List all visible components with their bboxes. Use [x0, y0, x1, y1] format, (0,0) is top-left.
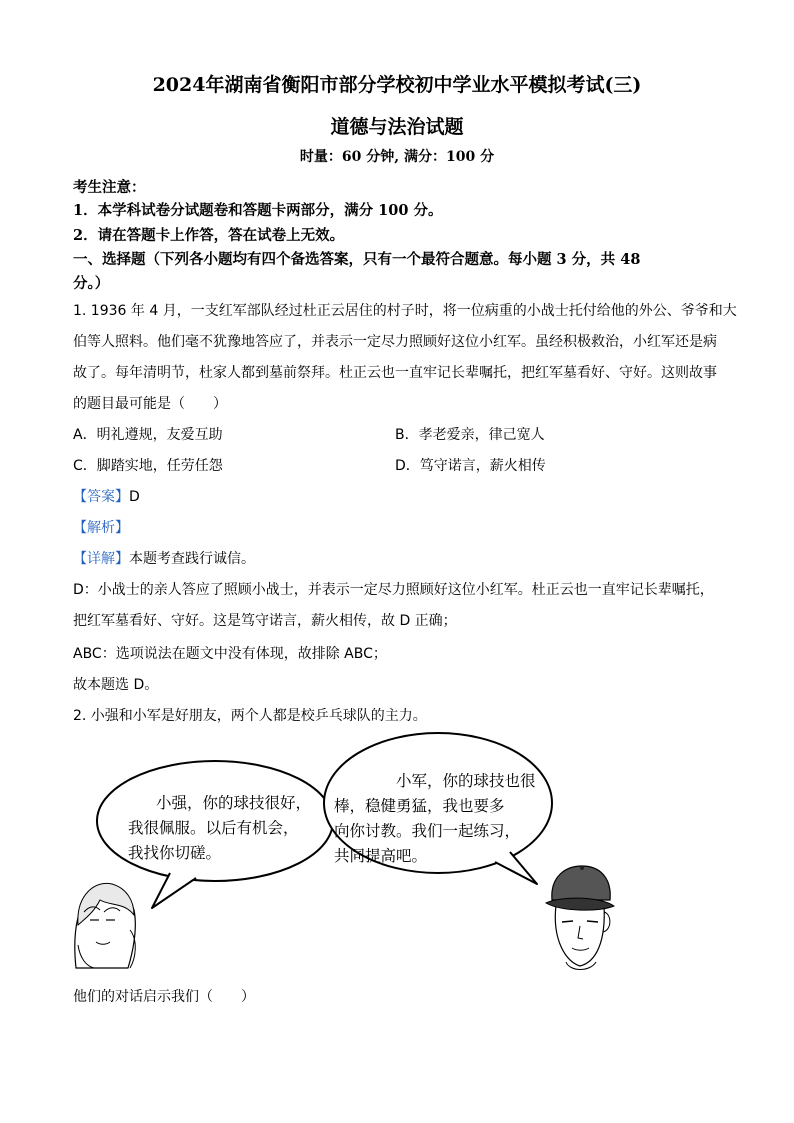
explain-line: D：小战士的亲人答应了照顾小战士，并表示一定尽力照顾好这位小红军。杜正云也一直牢记长辈嘱托，	[73, 582, 714, 598]
explain-line: 把红军墓看好、守好。这是笃守诺言，薪火相传，故 D 正确；	[73, 613, 457, 629]
character-left-icon	[75, 883, 136, 968]
option-a: A．明礼遵规，友爱互助	[73, 427, 223, 443]
character-right-icon	[546, 866, 614, 970]
bubble-left-text	[128, 791, 311, 866]
question-1-line: 故了。每年清明节，杜家人都到墓前祭拜。杜正云也一直牢记长辈嘱托，把红军墓看好、守好。这则故事	[73, 365, 717, 381]
page-title: 2024年湖南省衡阳市部分学校初中学业水平模拟考试(三)	[152, 74, 642, 96]
bubble-right-line: 小军，你的球技也很	[396, 772, 536, 790]
explain-line: ABC：选项说法在题文中没有体现，故排除 ABC；	[73, 646, 387, 662]
bubble-left-line: 小强，你的球技很好，	[156, 794, 312, 812]
detail-tag: 【详解】	[73, 551, 129, 567]
answer-value: D	[129, 489, 140, 505]
question-1-line: 的题目最可能是（ ）	[73, 396, 227, 412]
option-d: D．笃守诺言，薪火相传	[395, 458, 546, 474]
bubble-right-line: 棒，稳健勇猛，我也要多	[334, 797, 505, 815]
detail-text: 本题考查践行诚信。	[129, 551, 255, 567]
analysis-tag: 【解析】	[73, 520, 129, 536]
page-subtitle: 道德与法治试题	[330, 116, 464, 138]
question-2-stem: 2. 小强和小军是好朋友，两个人都是校乒乓球队的主力。	[73, 708, 427, 724]
bubble-right-line: 向你讨教。我们一起练习，	[334, 822, 521, 840]
notice-heading: 考生注意：	[73, 179, 146, 196]
bubble-right-text	[334, 769, 536, 869]
section-heading-cont: 分。）	[73, 275, 110, 292]
section-heading: 一、选择题（下列各小题均有四个备选答案，只有一个最符合题意。每小题 3 分，共 48	[73, 251, 641, 268]
question-1-line: 1. 1936 年 4 月，一支红军部队经过杜正云居住的村子时，将一位病重的小战士托付给他的外公、爷爷和大	[73, 303, 737, 319]
question-2-prompt: 他们的对话启示我们（ ）	[73, 989, 255, 1005]
exam-meta: 时量：60 分钟, 满分：100 分	[299, 149, 495, 165]
bubble-right-line: 共同提高吧。	[334, 847, 428, 865]
bubble-left-line: 我找你切磋。	[128, 844, 222, 862]
notice-item: 1．本学科试卷分试题卷和答题卡两部分，满分 100 分。	[73, 202, 443, 219]
question-1-line: 伯等人照料。他们毫不犹豫地答应了，并表示一定尽力照顾好这位小红军。虽经积极救治，小红军还是病	[73, 334, 717, 350]
option-c: C．脚踏实地，任劳任怨	[73, 458, 223, 474]
answer-tag: 【答案】	[73, 489, 129, 505]
option-b: B．孝老爱亲，律己宽人	[395, 427, 545, 443]
notice-item: 2．请在答题卡上作答，答在试卷上无效。	[73, 227, 345, 244]
bubble-left-line: 我很佩服。以后有机会，	[128, 819, 299, 837]
explain-line: 故本题选 D。	[73, 677, 159, 693]
